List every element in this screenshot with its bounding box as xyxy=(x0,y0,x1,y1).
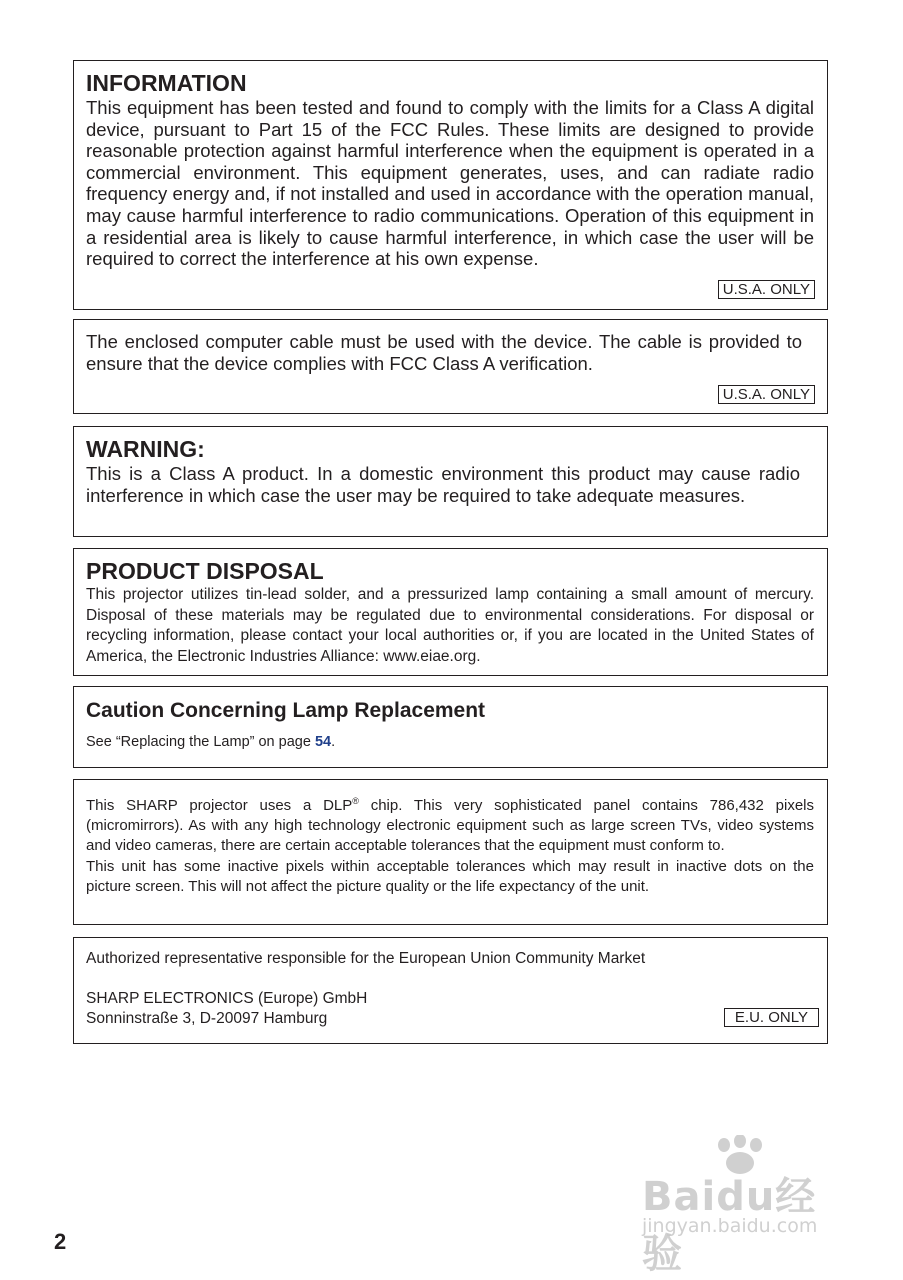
registered-mark: ® xyxy=(352,796,359,806)
baidu-watermark xyxy=(640,1135,855,1277)
lamp-caution-heading: Caution Concerning Lamp Replacement xyxy=(86,699,486,722)
page-54-link[interactable]: 54 xyxy=(314,734,332,750)
lamp-caution-period: . xyxy=(331,734,336,750)
warning-section xyxy=(73,426,828,537)
warning-body: This is a Class A product. In a domestic environment this product may cause radio interference in which case the user may be required to take adequate measures. xyxy=(86,463,800,506)
dlp-notice-section xyxy=(73,779,828,925)
cable-notice-body: The enclosed computer cable must be used with the device. The cable is provided to ensure that the device complies with FCC Class A verification. xyxy=(86,331,802,374)
eu-company-name: SHARP ELECTRONICS (Europe) GmbH xyxy=(86,990,368,1008)
warning-heading: WARNING: xyxy=(86,436,205,462)
paw-icon xyxy=(710,1135,770,1175)
cable-notice-section xyxy=(73,319,828,414)
watermark-main-text: Baidu经验 xyxy=(642,1174,817,1277)
lamp-caution-section xyxy=(73,686,828,768)
product-disposal-section xyxy=(73,548,828,676)
eu-representative-line: Authorized representative responsible for the European Union Community Market xyxy=(86,950,646,967)
dlp-notice-body xyxy=(86,791,814,857)
information-body: This equipment has been tested and found to comply with the limits for a Class A digital device, pursuant to Part 15 of the FCC Rules. These limits are designed to provide reasonable protection against harmful interference when the equipment is operated in a commercial environment. This equipment generates, uses, and can radiate radio frequency energy and, if not installed and used in accordance with the operation manual, may cause harmful interference to radio communications. Operation of this equipment in a residential area is likely to cause harmful interference, in which case the user will be required to correct the interference at his own expense. xyxy=(86,97,814,270)
dlp-text-a: This SHARP projector uses a DLP xyxy=(86,797,353,814)
page-number: 2 xyxy=(54,1229,67,1254)
usa-only-badge: U.S.A. ONLY xyxy=(718,280,815,299)
product-disposal-heading: PRODUCT DISPOSAL xyxy=(86,558,324,584)
inactive-pixels-body: This unit has some inactive pixels within acceptable tolerances which may result in inactive dots on the picture screen. This will not affect the picture quality or the life expectancy of the unit. xyxy=(86,857,814,895)
usa-only-badge: U.S.A. ONLY xyxy=(718,385,815,404)
watermark-url: jingyan.baidu.com xyxy=(642,1215,818,1237)
eu-representative-section xyxy=(73,937,828,1044)
eu-only-badge: E.U. ONLY xyxy=(724,1008,819,1027)
dlp-text-b: chip. This very sophisticated panel contains 786,432 pixels (micromirrors). As with any high technology electronic equipment such as large screen TVs, video systems and video cameras, there are certain acceptable tolerances that the equipment must conform to. xyxy=(86,797,815,855)
eu-company-address: Sonninstraße 3, D-20097 Hamburg xyxy=(86,1010,328,1028)
lamp-caution-body xyxy=(86,732,814,752)
information-heading: INFORMATION xyxy=(86,70,247,96)
product-disposal-body: This projector utilizes tin-lead solder, and a pressurized lamp containing a small amount of mercury. Disposal of these materials may be regulated due to environmental considerations. For disposal or recycling information, please contact your local authorities or, if you are located in the United States of America, the Electronic Industries Alliance: www.eiae.org. xyxy=(86,586,814,665)
lamp-caution-text: See “Replacing the Lamp” on page xyxy=(86,734,315,750)
information-section xyxy=(73,60,828,310)
